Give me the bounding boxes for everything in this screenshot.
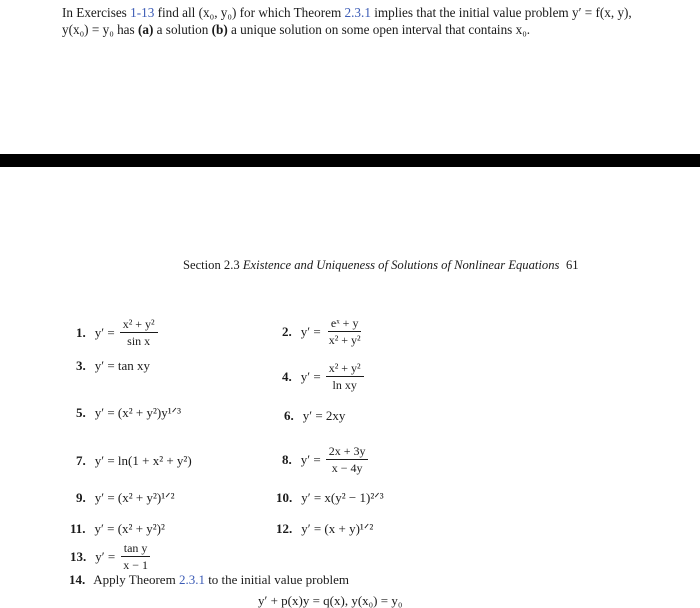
exercise-4: 4. y′ = $\frac{\text{x² + y²}}{\text{ln xy}}$ [282,361,364,392]
intro-paragraph: In Exercises 1-13 find all (x₀, y₀) for which Theorem 2.3.1 implies that the initial value problem y′ = f(x, y), y(x₀) = y₀ has (a) a solution (b) a unique solution on some open interval that contains x₀. [62,5,632,37]
exercise-3: 3. y′ = tan xy [76,358,151,373]
fraction: $\frac{\text{tan y}}{x - 1}$ [120,541,151,572]
exercise-7: 7. y′ = ln(1 + x² + y²) [76,453,192,468]
page-header: Section 2.3 Existence and Uniqueness of Solutions of Nonlinear Equations 61 [183,258,579,272]
exercise-8: 8. y′ = $\frac{2x + 3y}{x - 4y}$ [282,444,368,475]
exercise-14: 14. Apply Theorem 2.3.1 to the initial value problem [69,572,349,587]
exercise-12: 12. y′ = (x + y)¹ᐟ² [276,521,374,536]
page-number: 61 [566,258,579,272]
theorem-link[interactable]: 2.3.1 [344,5,371,20]
fraction: $\frac{\text{eˣ + y}}{\text{x² + y²}}$ [328,316,361,347]
exercise-range-link[interactable]: 1-13 [130,5,155,20]
page-divider [0,154,700,167]
exercise-13: 13. y′ = $\frac{\text{tan y}}{x - 1}$ [70,541,151,572]
fraction: $\frac{\text{x² + y²}}{\text{sin x}}$ [120,317,158,348]
exercise-6: 6. y′ = 2xy [284,408,346,423]
exercise-10: 10. y′ = x(y² − 1)²ᐟ³ [276,490,384,505]
fraction: $\frac{2x + 3y}{x - 4y}$ [326,444,369,475]
exercise-11: 11. y′ = (x² + y²)² [70,521,165,536]
exercise-1: 1. y′ = $\frac{\text{x² + y²}}{\text{sin x}}$ [76,317,158,348]
exercise-9: 9. y′ = (x² + y²)¹ᐟ² [76,490,175,505]
section-title: Existence and Uniqueness of Solutions of Nonlinear Equations [242,258,560,272]
theorem-link-14[interactable]: 2.3.1 [178,572,205,587]
cutoff-equation: y′ + p(x)y = q(x), y(x₀) = y₀ [258,593,403,608]
exercise-2: 2. y′ = $\frac{\text{eˣ + y}}{\text{x² + y²}}$ [282,316,364,347]
exercise-5: 5. y′ = (x² + y²)y¹ᐟ³ [76,405,182,420]
fraction: $\frac{\text{x² + y²}}{\text{ln xy}}$ [326,361,364,392]
